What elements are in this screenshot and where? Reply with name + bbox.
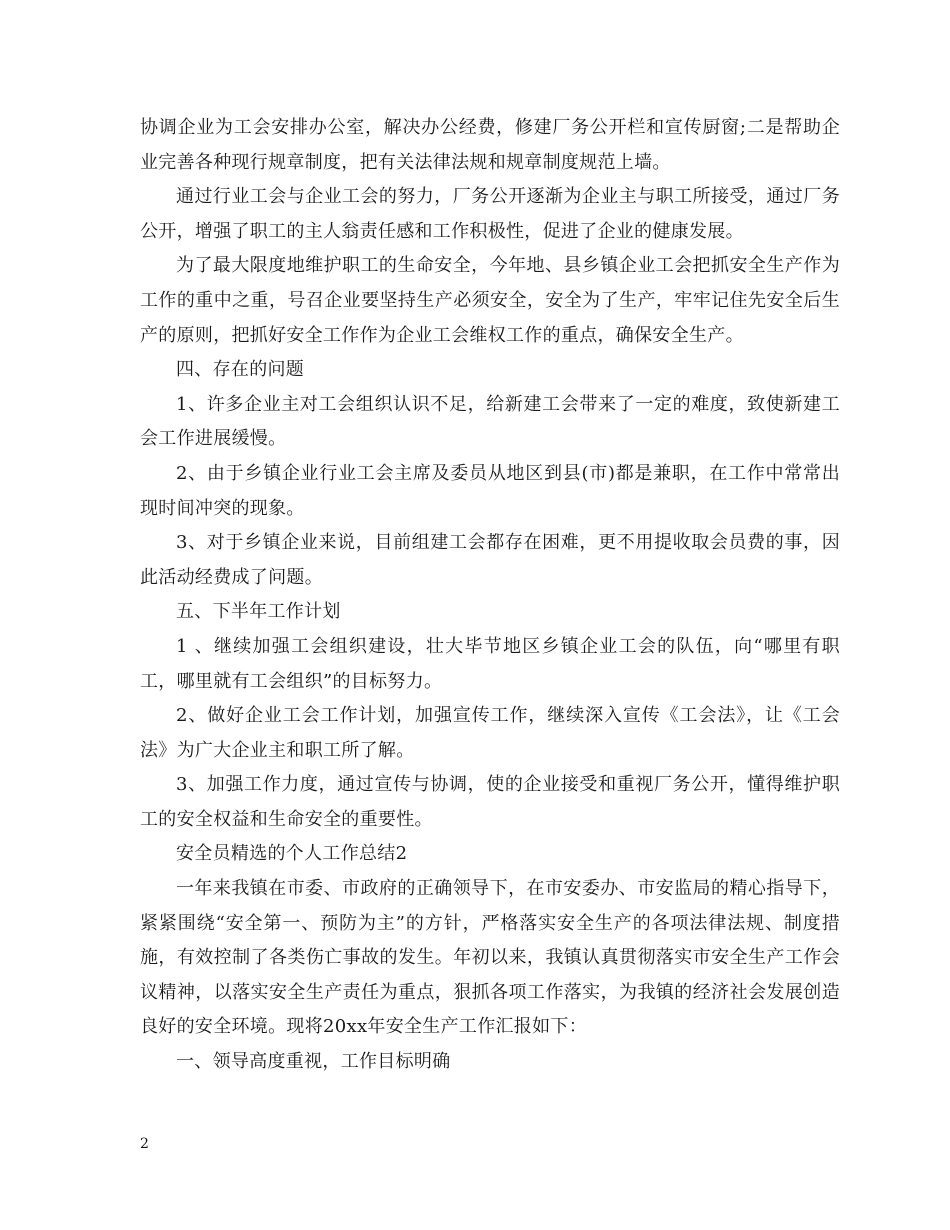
section-heading-plan: 五、下半年工作计划 (176, 601, 341, 623)
list-item-problem-2: 2、由于乡镇企业行业工会主席及委员从地区到县(市)都是兼职，在工作中常常出现时间冲突的现象。 (140, 462, 840, 519)
paragraph-3: 为了最大限度地维护职工的生命安全，今年地、县乡镇企业工会把抓安全生产作为工作的重中之重，号召企业要坚持生产必须安全，安全为了生产，牢牢记住先安全后生产的原则，把抓好安全工作作为企业工会维权工作的重点，确保安全生产。 (140, 255, 840, 346)
list-item-problem-1: 1、许多企业主对工会组织认识不足，给新建工会带来了一定的难度，致使新建工会工作进展缓慢。 (140, 393, 840, 450)
paragraph-intro: 一年来我镇在市委、市政府的正确领导下，在市安委办、市安监局的精心指导下，紧紧围绕“安全第一、预防为主”的方针，严格落实安全生产的各项法律法规、制度措施，有效控制了各类伤亡事故的发生。年初以来，我镇认真贯彻落实市安全生产工作会议精神，以落实安全生产责任为重点，狠抓各项工作落实，为我镇的经济社会发展创造良好的安全环境。现将20xx年安全生产工作汇报如下： (140, 878, 840, 1038)
section-heading-leadership: 一、领导高度重视，工作目标明确 (176, 1051, 451, 1073)
list-item-plan-1: 1 、继续加强工会组织建设，壮大毕节地区乡镇企业工会的队伍，向“哪里有职工，哪里就有工会组织”的目标努力。 (140, 635, 840, 692)
section-heading-problems: 四、存在的问题 (176, 359, 305, 381)
list-item-plan-3: 3、加强工作力度，通过宣传与协调，使的企业接受和重视厂务公开，懂得维护职工的安全权益和生命安全的重要性。 (140, 774, 840, 830)
paragraph-2: 通过行业工会与企业工会的努力，厂务公开逐渐为企业主与职工所接受，通过厂务公开，增强了职工的主人翁责任感和工作积极性，促进了企业的健康发展。 (140, 186, 840, 242)
paragraph-1: 协调企业为工会安排办公室，解决办公经费，修建厂务公开栏和宣传厨窗;二是帮助企业完善各种现行规章制度，把有关法律法规和规章制度规范上墙。 (140, 117, 840, 173)
list-item-plan-2: 2、做好企业工会工作计划，加强宣传工作，继续深入宣传《工会法》，让《工会法》为广大企业主和职工所了解。 (140, 705, 840, 761)
list-item-problem-3: 3、对于乡镇企业来说，目前组建工会都存在困难，更不用提收取会员费的事，因此活动经费成了问题。 (140, 532, 840, 588)
page-number: 2 (140, 1136, 149, 1152)
article-title: 安全员精选的个人工作总结2 (176, 843, 408, 865)
document-body (140, 111, 840, 1080)
